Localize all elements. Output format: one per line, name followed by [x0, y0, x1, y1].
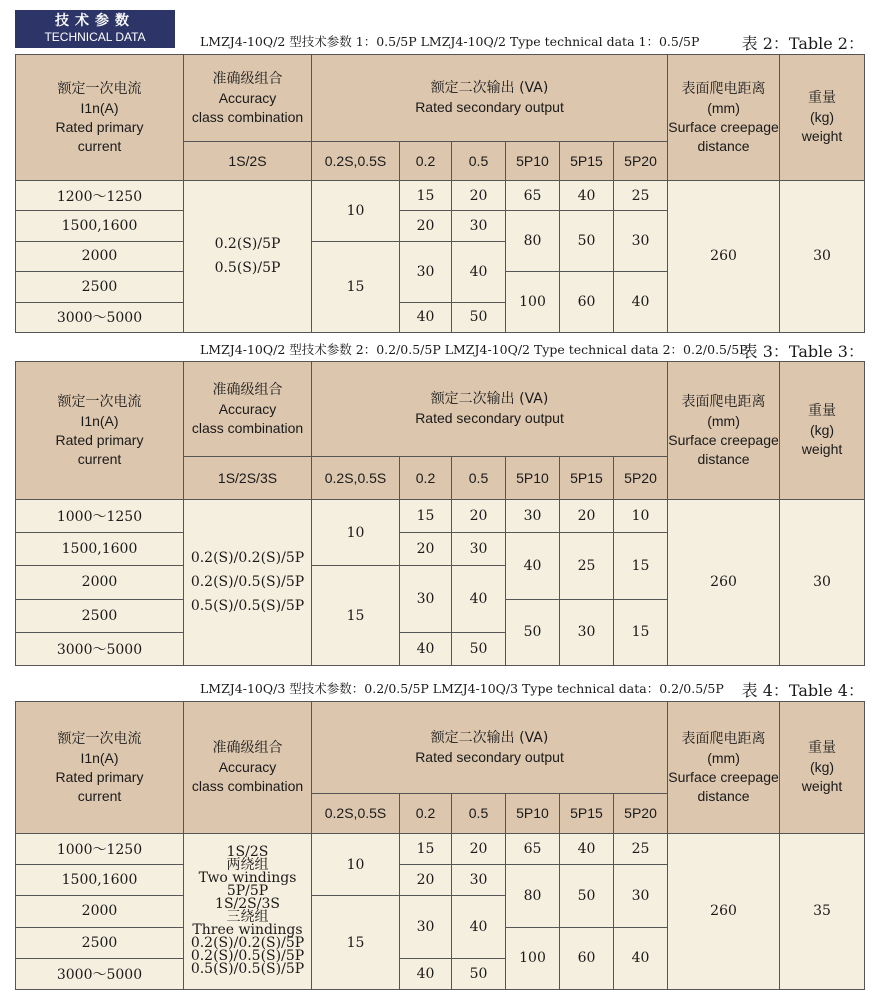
- accuracy-combination-line: 三绕组: [226, 909, 269, 926]
- header-accuracy-en: Accuracy: [218, 759, 277, 775]
- weight-value: 35: [780, 834, 865, 990]
- creepage-distance-value: 260: [668, 500, 780, 666]
- header-output-zh: 额定二次输出 (VA): [430, 80, 549, 96]
- output-5p20-cell: 25: [614, 181, 668, 211]
- table-row: [16, 500, 865, 533]
- weight-value: 30: [780, 500, 865, 666]
- rated-current-cell: 1000～1250: [16, 834, 184, 865]
- output-05-cell: 20: [452, 181, 506, 211]
- output-column-header: 0.5: [452, 142, 506, 181]
- rated-current-cell: 2500: [16, 272, 184, 302]
- accuracy-combination-cell: [184, 834, 312, 990]
- output-column-header: 0.2: [400, 457, 452, 500]
- output-5p15-cell: 40: [560, 181, 614, 211]
- output-5p15-cell: 40: [560, 834, 614, 865]
- header-creepage-unit: (mm): [707, 412, 740, 429]
- output-02-cell: 20: [400, 533, 452, 566]
- output-column-header: 5P15: [560, 142, 614, 181]
- header-creepage-zh: 表面爬电距离: [681, 730, 766, 747]
- output-column-header: 0.2: [400, 142, 452, 181]
- output-02-cell: 30: [400, 566, 452, 632]
- rated-current-cell: 1500,1600: [16, 533, 184, 566]
- table-row: [16, 181, 865, 211]
- header-accuracy-en: class combination: [191, 108, 304, 125]
- output-02-cell: 30: [400, 896, 452, 958]
- primary-current-header: [16, 702, 184, 834]
- output-column-header: 5P20: [614, 457, 668, 500]
- output-5p10-cell: 65: [506, 181, 560, 211]
- accuracy-combination-line: Two windings: [198, 870, 297, 887]
- header-output-en: Rated secondary output: [415, 99, 564, 115]
- output-5p15-cell: 25: [560, 533, 614, 599]
- output-05-cell: 50: [452, 302, 506, 332]
- accuracy-class-header: [184, 55, 312, 142]
- header-accuracy-zh: 准确级组合: [212, 381, 283, 398]
- accuracy-combination-label: 1S/2S/3S: [184, 457, 312, 500]
- table-number: 表 4：Table 4：: [741, 681, 864, 700]
- output-5p15-cell: 60: [560, 272, 614, 333]
- output-05-cell: 40: [452, 241, 506, 302]
- output-02-cell: 40: [400, 302, 452, 332]
- accuracy-combination-line: 1S/2S/3S: [215, 896, 280, 913]
- output-5p10-cell: 65: [506, 834, 560, 865]
- header-accuracy-zh: 准确级组合: [212, 740, 283, 756]
- header-creepage-en: distance: [697, 137, 750, 154]
- header-primary-en: current: [77, 787, 122, 804]
- technical-data-table: [15, 701, 865, 990]
- output-column-header: 0.2S,0.5S: [312, 142, 400, 181]
- header-primary-en: current: [77, 137, 122, 154]
- output-column-header: 5P10: [506, 794, 560, 834]
- rated-current-cell: 3000～5000: [16, 632, 184, 665]
- accuracy-combination-label: 1S/2S: [184, 142, 312, 181]
- output-5p10-cell: 40: [506, 533, 560, 599]
- output-5p20-cell: 30: [614, 865, 668, 927]
- primary-current-header: [16, 362, 184, 500]
- accuracy-combination-line: 0.5(S)/0.5(S)/5P: [190, 961, 305, 978]
- accuracy-combination-line: 1S/2S: [226, 844, 269, 861]
- header-creepage-en: Surface creepage: [668, 431, 779, 448]
- output-column-header: 0.2: [400, 794, 452, 834]
- output-05-cell: 40: [452, 896, 506, 958]
- output-column-header: 5P20: [614, 142, 668, 181]
- header-accuracy-en: class combination: [191, 419, 304, 436]
- table-caption: LMZJ4-10Q/2 型技术参数 2：0.2/0.5/5P LMZJ4-10Q/2 Type technical data 2：0.2/0.5/5P: [200, 342, 748, 357]
- output-column-header: 5P15: [560, 794, 614, 834]
- output-5p20-cell: 40: [614, 927, 668, 989]
- output-5p10-cell: 50: [506, 599, 560, 665]
- output-02-cell: 20: [400, 865, 452, 896]
- header-weight-zh: 重量: [808, 740, 837, 756]
- output-02-cell: 15: [400, 181, 452, 211]
- rated-current-cell: 3000～5000: [16, 958, 184, 989]
- header-creepage-zh: 表面爬电距离: [681, 393, 766, 410]
- secondary-output-header: [312, 55, 668, 142]
- output-5p10-cell: 30: [506, 500, 560, 533]
- header-weight-unit: (kg): [809, 109, 835, 125]
- output-column-header: 5P10: [506, 142, 560, 181]
- rated-current-cell: 2500: [16, 927, 184, 958]
- output-5p15-cell: 30: [560, 599, 614, 665]
- accuracy-combination-line: 5P/5P: [226, 883, 269, 900]
- header-primary-zh: 额定一次电流: [57, 730, 142, 747]
- header-accuracy-en: Accuracy: [218, 400, 277, 417]
- accuracy-combination-line: 0.5(S)/0.5(S)/5P: [190, 598, 305, 615]
- output-5p20-cell: 15: [614, 533, 668, 599]
- rated-current-cell: 2000: [16, 241, 184, 271]
- header-primary-symbol: I1n(A): [80, 412, 119, 429]
- output-column-header: 5P20: [614, 794, 668, 834]
- header-weight-zh: 重量: [808, 90, 837, 106]
- output-02-cell: 15: [400, 834, 452, 865]
- technical-data-table: [15, 54, 865, 333]
- accuracy-combination-line: Three windings: [192, 922, 303, 939]
- accuracy-combination-line: 0.2(S)/0.5(S)/5P: [190, 574, 305, 591]
- creepage-distance-header: [668, 55, 780, 181]
- output-column-header: 0.5: [452, 457, 506, 500]
- output-05-cell: 50: [452, 632, 506, 665]
- accuracy-combination-cell: [184, 181, 312, 333]
- header-weight-unit: (kg): [809, 422, 835, 438]
- header-primary-symbol: I1n(A): [80, 749, 119, 766]
- output-column-header: 0.2S,0.5S: [312, 794, 400, 834]
- output-05-cell: 20: [452, 500, 506, 533]
- accuracy-combination-line: 0.2(S)/5P: [214, 236, 281, 253]
- weight-header: [780, 702, 865, 834]
- accuracy-combination-line: 两绕组: [226, 857, 269, 874]
- accuracy-class-header: [184, 362, 312, 457]
- output-5p20-cell: 15: [614, 599, 668, 665]
- output-5p10-cell: 80: [506, 211, 560, 272]
- output-5p10-cell: 80: [506, 865, 560, 927]
- secondary-output-header: [312, 702, 668, 794]
- output-5p20-cell: 30: [614, 211, 668, 272]
- header-creepage-en: Surface creepage: [668, 768, 779, 785]
- output-02-cell: 15: [400, 500, 452, 533]
- header-creepage-unit: (mm): [707, 99, 740, 116]
- rated-current-cell: 2500: [16, 599, 184, 632]
- output-column-header: 5P15: [560, 457, 614, 500]
- output-05-cell: 50: [452, 958, 506, 989]
- table-caption: LMZJ4-10Q/2 型技术参数 1：0.5/5P LMZJ4-10Q/2 Type technical data 1：0.5/5P: [200, 34, 700, 49]
- header-primary-zh: 额定一次电流: [57, 393, 142, 410]
- output-5p15-cell: 50: [560, 865, 614, 927]
- output-05-cell: 30: [452, 865, 506, 896]
- primary-current-header: [16, 55, 184, 181]
- rated-current-cell: 1000～1250: [16, 500, 184, 533]
- table-number: 表 3：Table 3：: [741, 342, 864, 361]
- output-02s-cell: 15: [312, 241, 400, 332]
- weight-header: [780, 55, 865, 181]
- output-5p20-cell: 40: [614, 272, 668, 333]
- rated-current-cell: 1500,1600: [16, 211, 184, 241]
- creepage-distance-header: [668, 702, 780, 834]
- header-accuracy-en: Accuracy: [218, 89, 277, 106]
- header-weight-unit: (kg): [809, 759, 835, 775]
- accuracy-combination-line: 0.5(S)/5P: [214, 260, 281, 277]
- output-05-cell: 30: [452, 211, 506, 241]
- header-primary-zh: 额定一次电流: [57, 80, 142, 97]
- header-weight-en: weight: [801, 441, 843, 457]
- output-column-header: 0.5: [452, 794, 506, 834]
- output-02-cell: 40: [400, 958, 452, 989]
- table-row: [16, 834, 865, 865]
- header-output-en: Rated secondary output: [415, 748, 564, 765]
- output-02-cell: 20: [400, 211, 452, 241]
- rated-current-cell: 3000～5000: [16, 302, 184, 332]
- header-primary-en: Rated primary: [55, 431, 144, 448]
- output-02s-cell: 10: [312, 834, 400, 896]
- output-column-header: 5P10: [506, 457, 560, 500]
- rated-current-cell: 1200～1250: [16, 181, 184, 211]
- header-weight-en: weight: [801, 778, 843, 794]
- output-5p15-cell: 20: [560, 500, 614, 533]
- header-output-zh: 额定二次输出 (VA): [430, 729, 549, 746]
- output-02-cell: 40: [400, 632, 452, 665]
- output-5p15-cell: 60: [560, 927, 614, 989]
- header-primary-symbol: I1n(A): [80, 99, 119, 116]
- header-primary-en: Rated primary: [55, 118, 144, 135]
- accuracy-combination-cell: [184, 500, 312, 666]
- table-caption: LMZJ4-10Q/3 型技术参数：0.2/0.5/5P LMZJ4-10Q/3 Type technical data：0.2/0.5/5P: [200, 681, 724, 696]
- badge-title-zh: 技术参数: [55, 13, 135, 29]
- header-accuracy-en: class combination: [191, 778, 304, 794]
- output-05-cell: 30: [452, 533, 506, 566]
- creepage-distance-value: 260: [668, 834, 780, 990]
- output-5p10-cell: 100: [506, 272, 560, 333]
- header-creepage-unit: (mm): [707, 749, 740, 766]
- creepage-distance-value: 260: [668, 181, 780, 333]
- header-weight-en: weight: [801, 128, 843, 144]
- header-creepage-zh: 表面爬电距离: [681, 80, 766, 97]
- secondary-output-header: [312, 362, 668, 457]
- output-02s-cell: 15: [312, 896, 400, 990]
- accuracy-combination-line: 0.2(S)/0.5(S)/5P: [190, 948, 305, 965]
- header-output-en: Rated secondary output: [415, 410, 564, 426]
- weight-value: 30: [780, 181, 865, 333]
- rated-current-cell: 2000: [16, 566, 184, 599]
- output-02s-cell: 10: [312, 500, 400, 566]
- header-creepage-en: distance: [697, 450, 750, 467]
- output-05-cell: 40: [452, 566, 506, 632]
- header-output-zh: 额定二次输出 (VA): [430, 391, 549, 407]
- header-creepage-en: Surface creepage: [668, 118, 779, 135]
- weight-header: [780, 362, 865, 500]
- output-column-header: 0.2S,0.5S: [312, 457, 400, 500]
- badge-title-en: TECHNICAL DATA: [44, 30, 146, 44]
- output-5p15-cell: 50: [560, 211, 614, 272]
- accuracy-combination-line: 0.2(S)/0.2(S)/5P: [190, 935, 305, 952]
- technical-data-table: [15, 361, 865, 666]
- output-02s-cell: 15: [312, 566, 400, 666]
- accuracy-class-header: [184, 702, 312, 834]
- header-weight-zh: 重量: [808, 403, 837, 419]
- header-creepage-en: distance: [697, 787, 750, 804]
- header-primary-en: Rated primary: [55, 768, 144, 785]
- creepage-distance-header: [668, 362, 780, 500]
- rated-current-cell: 1500,1600: [16, 865, 184, 896]
- output-02s-cell: 10: [312, 181, 400, 242]
- output-05-cell: 20: [452, 834, 506, 865]
- technical-data-badge: [15, 10, 175, 48]
- output-02-cell: 30: [400, 241, 452, 302]
- table-number: 表 2：Table 2：: [741, 34, 864, 53]
- rated-current-cell: 2000: [16, 896, 184, 927]
- output-5p10-cell: 100: [506, 927, 560, 989]
- header-accuracy-zh: 准确级组合: [212, 70, 283, 87]
- output-5p20-cell: 10: [614, 500, 668, 533]
- header-primary-en: current: [77, 450, 122, 467]
- output-5p20-cell: 25: [614, 834, 668, 865]
- accuracy-combination-line: 0.2(S)/0.2(S)/5P: [190, 550, 305, 567]
